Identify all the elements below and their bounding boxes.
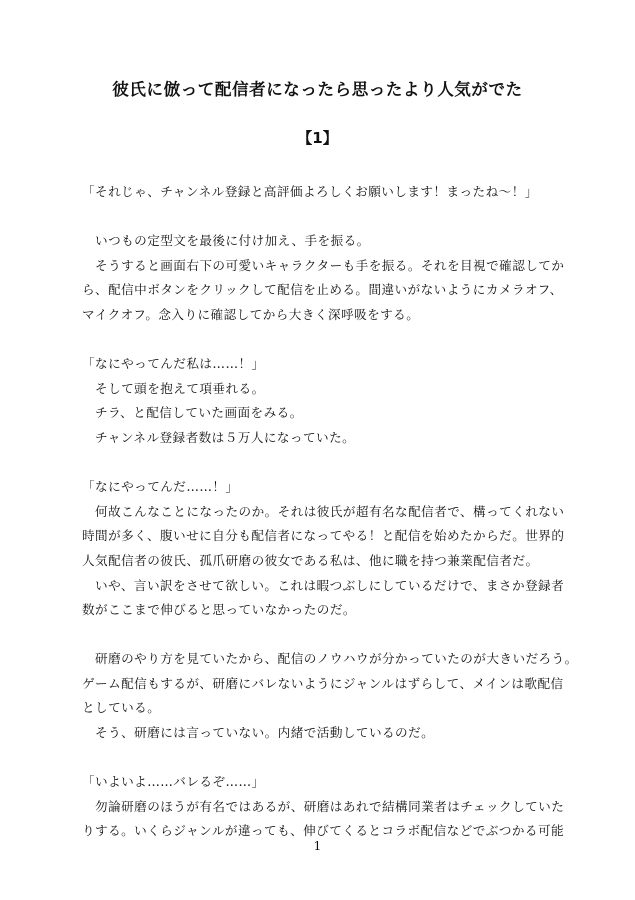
blank-line [82, 451, 562, 476]
text-line: チャンネル登録者数は５万人になっていた。 [82, 429, 356, 445]
text-line: りする。いくらジャンルが違っても、伸びてくるとコラボ配信などでぶつかる可能 [82, 823, 565, 839]
text-line: 何故こんなことになったのか。それは彼氏が超有名な配信者で、構ってくれない [82, 503, 565, 519]
blank-line [82, 623, 562, 648]
text-line: そうすると画面右下の可愛いキャラクターも手を振る。それを目視で確認してか [82, 257, 565, 273]
text-line: ら、配信中ボタンをクリックして配信を止める。間違いがないようにカメラオフ、 [82, 282, 563, 298]
text-line: 勿論研磨のほうが有名ではあるが、研磨はあれで結構同業者はチェックしていた [82, 798, 565, 814]
text-line: マイクオフ。念入りに確認してから大きく深呼吸をする。 [82, 306, 420, 322]
chapter-heading: 【1】 [297, 129, 338, 147]
document-title: 彼氏に倣って配信者になったら思ったより人気がでた [112, 80, 523, 99]
blank-line [82, 746, 562, 771]
text-line: 数がここまで伸びると思っていなかったのだ。 [82, 602, 356, 618]
text-line: 「それじゃ、チャンネル登録と高評価よろしくお願いします！まったね～！」 [82, 184, 538, 199]
body-text [82, 180, 578, 844]
text-line: 「いよいよ……バレるぞ……」 [82, 774, 265, 790]
text-line: そう、研磨には言っていない。内緒で活動しているのだ。 [82, 725, 435, 741]
text-line: 人気配信者の彼氏、孤爪研磨の彼女である私は、他に職を持つ兼業配信者だ。 [82, 552, 539, 568]
blank-line [82, 205, 562, 230]
text-line: としている。 [82, 700, 161, 716]
text-line: 「なにやってんだ私は……！」 [82, 356, 265, 372]
text-line: チラ、と配信していた画面をみる。 [82, 405, 303, 421]
text-line: 「なにやってんだ……！」 [82, 479, 239, 495]
page-number: 1 [313, 839, 322, 853]
text-line: いや、言い訳をさせて欲しい。これは暇つぶしにしているだけで、まさか登録者 [82, 577, 565, 593]
blank-line [82, 328, 562, 353]
text-line: そして頭を抱えて項垂れる。 [82, 380, 265, 396]
text-line: いつもの定型文を最後に付け加え、手を振る。 [82, 233, 370, 249]
text-line: ゲーム配信もするが、研磨にバレないようにジャンルはずらして、メインは歌配信 [82, 675, 564, 691]
text-line: 時間が多く、腹いせに自分も配信者になってやる！と配信を始めたからだ。世界的 [82, 528, 565, 544]
text-line: 研磨のやり方を見ていたから、配信のノウハウが分かっていたのが大きいだろう。 [82, 651, 578, 667]
